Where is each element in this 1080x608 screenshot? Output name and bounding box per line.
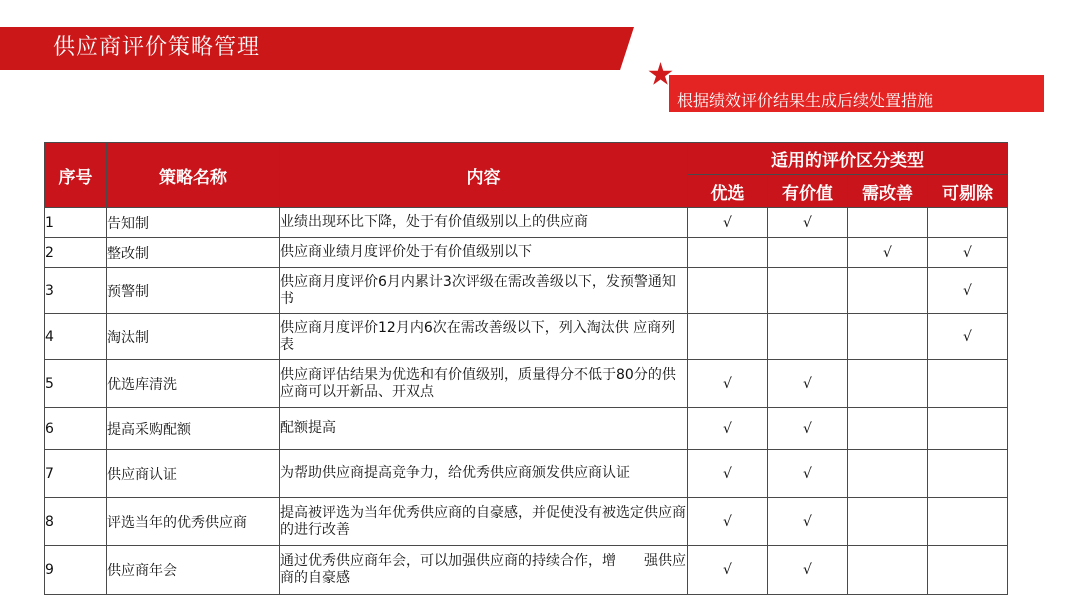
row-number: 3 xyxy=(45,268,107,314)
check-preferred xyxy=(688,268,768,314)
strategy-content: 配额提高 xyxy=(280,408,688,450)
table-row xyxy=(45,360,1008,408)
check-valuable: √ xyxy=(768,360,848,408)
row-number: 1 xyxy=(45,208,107,238)
check-improve xyxy=(848,268,928,314)
row-number: 6 xyxy=(45,408,107,450)
check-removable xyxy=(928,408,1008,450)
strategy-name: 优选库清洗 xyxy=(107,360,280,408)
page-title: 供应商评价策略管理 xyxy=(53,35,261,60)
strategy-name: 供应商认证 xyxy=(107,450,280,498)
check-improve xyxy=(848,208,928,238)
strategy-name: 整改制 xyxy=(107,238,280,268)
table-row xyxy=(45,208,1008,238)
strategy-content: 供应商评估结果为优选和有价值级别，质量得分不低于80分的供应商可以开新品、开双点 xyxy=(280,360,688,408)
check-removable: √ xyxy=(928,238,1008,268)
check-valuable: √ xyxy=(768,546,848,595)
table-row xyxy=(45,450,1008,498)
strategy-name: 供应商年会 xyxy=(107,546,280,595)
table-row xyxy=(45,314,1008,360)
check-improve xyxy=(848,314,928,360)
row-number: 7 xyxy=(45,450,107,498)
strategy-content: 为帮助供应商提高竞争力，给优秀供应商颁发供应商认证 xyxy=(280,450,688,498)
check-removable: √ xyxy=(928,268,1008,314)
strategy-name: 预警制 xyxy=(107,268,280,314)
header-type-valuable: 有价值 xyxy=(768,175,848,208)
check-preferred: √ xyxy=(688,498,768,546)
check-removable xyxy=(928,208,1008,238)
check-removable xyxy=(928,546,1008,595)
strategy-content: 业绩出现环比下降，处于有价值级别以上的供应商 xyxy=(280,208,688,238)
header-type-improve: 需改善 xyxy=(848,175,928,208)
check-improve xyxy=(848,360,928,408)
row-number: 9 xyxy=(45,546,107,595)
check-improve xyxy=(848,450,928,498)
strategy-name: 评选当年的优秀供应商 xyxy=(107,498,280,546)
header-type-preferred: 优选 xyxy=(688,175,768,208)
check-removable: √ xyxy=(928,314,1008,360)
check-valuable: √ xyxy=(768,498,848,546)
header-no: 序号 xyxy=(45,143,107,208)
check-improve: √ xyxy=(848,238,928,268)
check-preferred: √ xyxy=(688,450,768,498)
check-valuable: √ xyxy=(768,450,848,498)
row-number: 4 xyxy=(45,314,107,360)
check-preferred: √ xyxy=(688,208,768,238)
check-preferred: √ xyxy=(688,360,768,408)
policy-table xyxy=(44,142,1008,595)
check-valuable xyxy=(768,268,848,314)
check-valuable xyxy=(768,238,848,268)
table-row xyxy=(45,546,1008,595)
header-type-group: 适用的评价区分类型 xyxy=(688,143,1008,175)
check-valuable xyxy=(768,314,848,360)
check-valuable: √ xyxy=(768,408,848,450)
strategy-content: 供应商月度评价6月内累计3次评级在需改善级以下，发预警通知书 xyxy=(280,268,688,314)
check-improve xyxy=(848,498,928,546)
strategy-content: 供应商月度评价12月内6次在需改善级以下，列入淘汰供 应商列表 xyxy=(280,314,688,360)
header-content: 内容 xyxy=(280,143,688,208)
row-number: 5 xyxy=(45,360,107,408)
strategy-name: 告知制 xyxy=(107,208,280,238)
header-name: 策略名称 xyxy=(107,143,280,208)
check-removable xyxy=(928,450,1008,498)
check-preferred: √ xyxy=(688,546,768,595)
strategy-content: 提高被评选为当年优秀供应商的自豪感，并促使没有被选定供应商的进行改善 xyxy=(280,498,688,546)
check-preferred: √ xyxy=(688,408,768,450)
check-improve xyxy=(848,546,928,595)
table-row xyxy=(45,268,1008,314)
check-improve xyxy=(848,408,928,450)
check-removable xyxy=(928,498,1008,546)
check-preferred xyxy=(688,314,768,360)
check-preferred xyxy=(688,238,768,268)
check-removable xyxy=(928,360,1008,408)
header-type-removable: 可剔除 xyxy=(928,175,1008,208)
row-number: 8 xyxy=(45,498,107,546)
strategy-content: 供应商业绩月度评价处于有价值级别以下 xyxy=(280,238,688,268)
strategy-content: 通过优秀供应商年会，可以加强供应商的持续合作，增 强供应商的自豪感 xyxy=(280,546,688,595)
table-row xyxy=(45,408,1008,450)
strategy-name: 淘汰制 xyxy=(107,314,280,360)
row-number: 2 xyxy=(45,238,107,268)
check-valuable: √ xyxy=(768,208,848,238)
strategy-name: 提高采购配额 xyxy=(107,408,280,450)
page-subtitle: 根据绩效评价结果生成后续处置措施 xyxy=(677,91,934,110)
table-row xyxy=(45,498,1008,546)
table-row xyxy=(45,238,1008,268)
